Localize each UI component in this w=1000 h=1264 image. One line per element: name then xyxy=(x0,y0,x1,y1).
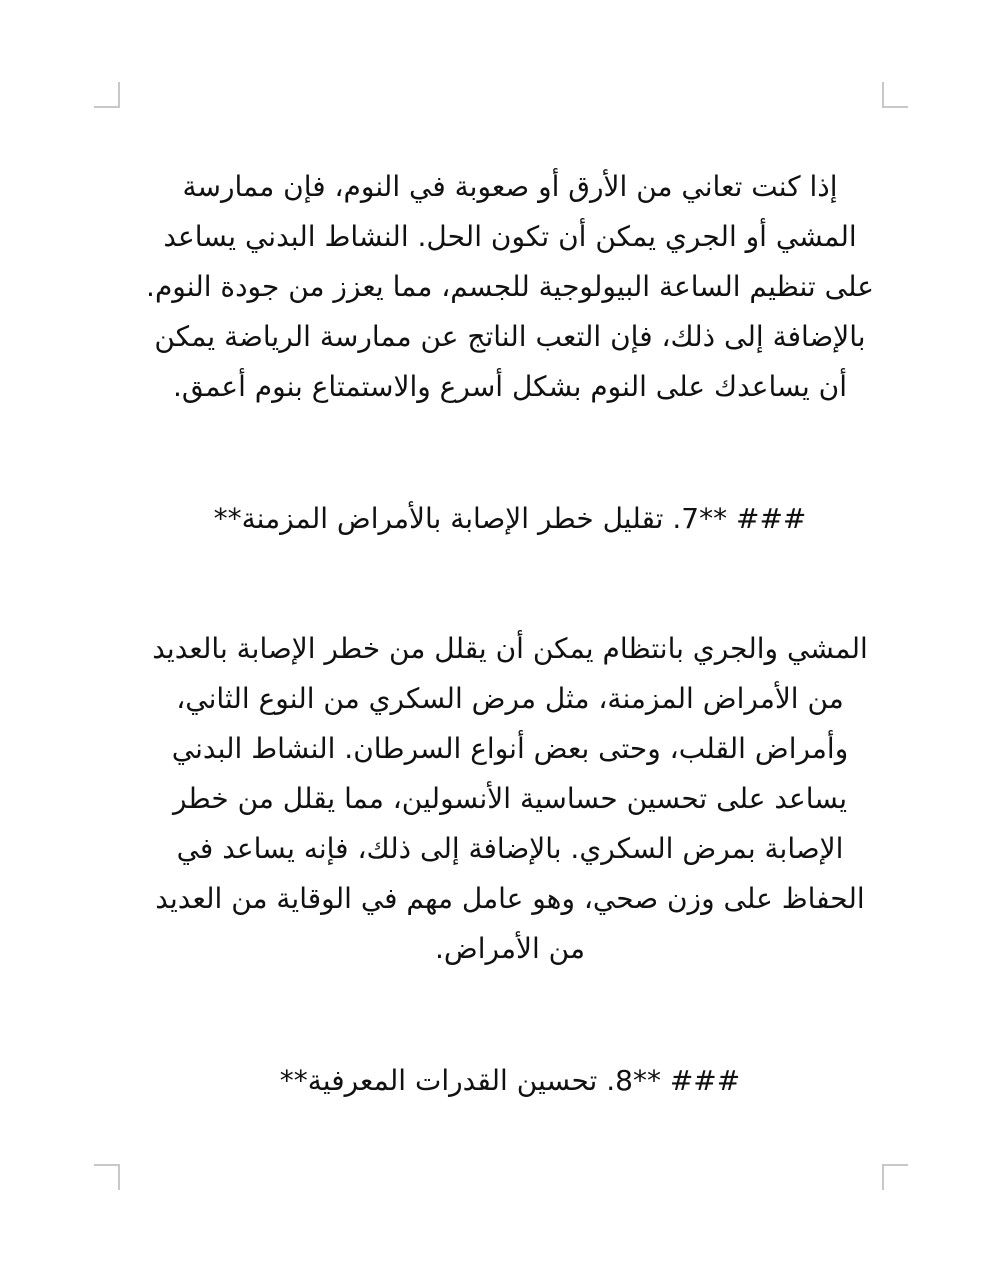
paragraph-sleep: إذا كنت تعاني من الأرق أو صعوبة في النوم، فإن ممارسة المشي أو الجري يمكن أن تكون الحل. النشاط البدني يساعد على تنظيم الساعة البيولوجية للجسم، مما يعزز من جودة النوم. بالإضافة إلى ذلك، فإن التعب الناتج عن ممارسة الرياضة يمكن أن يساعدك على النوم بشكل أسرع والاستمتاع بنوم أعمق. xyxy=(146,170,874,403)
page-corner-mark-top-right xyxy=(882,82,908,108)
page-corner-mark-bottom-right xyxy=(882,1164,908,1190)
document-body xyxy=(130,162,890,1106)
page-corner-mark-top-left xyxy=(94,82,120,108)
heading-section-7: ### **7. تقليل خطر الإصابة بالأمراض المزمنة** xyxy=(213,502,807,535)
heading-section-8: ### **8. تحسين القدرات المعرفية** xyxy=(279,1064,741,1097)
page-corner-mark-bottom-left xyxy=(94,1164,120,1190)
paragraph-chronic-diseases: المشي والجري بانتظام يمكن أن يقلل من خطر الإصابة بالعديد من الأمراض المزمنة، مثل مرض السكري من النوع الثاني، وأمراض القلب، وحتى بعض أنواع السرطان. النشاط البدني يساعد على تحسين حساسية الأنسولين، مما يقلل من خطر الإصابة بمرض السكري. بالإضافة إلى ذلك، فإنه يساعد في الحفاظ على وزن صحي، وهو عامل مهم في الوقاية من العديد من الأمراض. xyxy=(152,632,868,965)
